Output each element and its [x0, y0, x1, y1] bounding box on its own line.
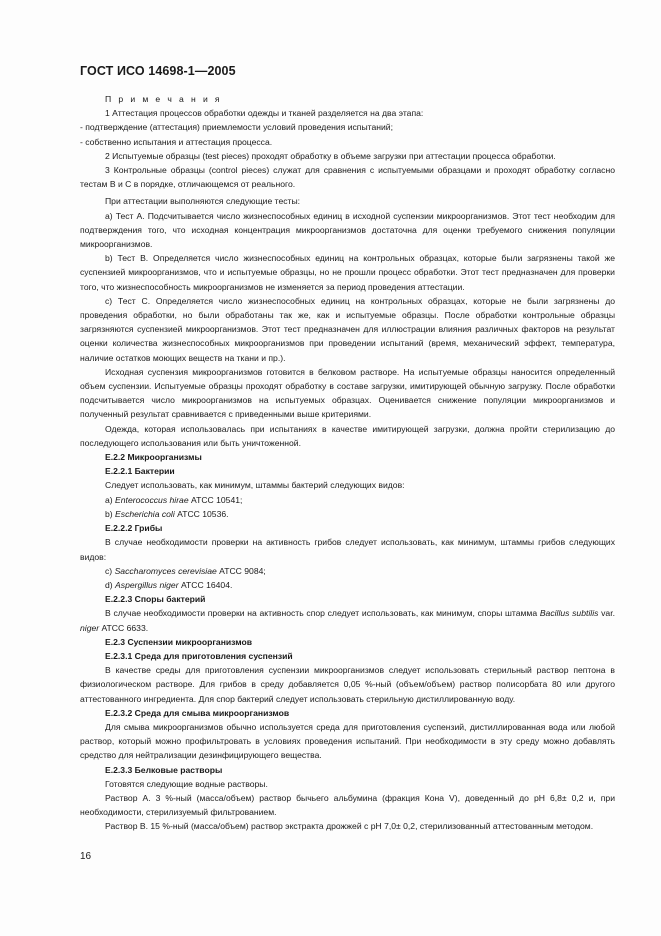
test-b: b) Тест В. Определяется число жизнеспособных единиц на контрольных образцах, которые были загрязнены такой же суспензией микроорганизмов, что и испытуемые образцы, но не прошли процесс обработки. Этот тест предназначен для проверки того, что жизнеспособность микроорганизмов не изменяется за период проведения аттестации. [80, 253, 615, 292]
test-a: а) Тест А. Подсчитывается число жизнеспособных единиц в исходной суспензии микроорганизмов. Этот тест необходим для подтверждения того, что исходная концентрация микроорганизмов достаточна для оценки требуемого снижения популяции микроорганизмов. [80, 210, 615, 250]
section-e223-heading: Е.2.2.3 Споры бактерий [105, 594, 206, 605]
section-e222-text: В случае необходимости проверки на активность грибов следует использовать, как минимум, штаммы грибов следующих видов: [80, 537, 615, 562]
section-e221-text: Следует использовать, как минимум, штаммы бактерий следующих видов: [105, 480, 405, 491]
section-e223-text: В случае необходимости проверки на активность спор следует использовать, как минимум, споры штамма Bacillus subtilis var. niger АТСС 6633. [80, 608, 615, 633]
note-1a: - подтверждение (аттестация) приемлемости условий проведения испытаний; [80, 122, 393, 133]
document-header: ГОСТ ИСО 14698-1—2005 [80, 64, 236, 78]
note-1: 1 Аттестация процессов обработки одежды и тканей разделяется на два этапа: [105, 108, 424, 119]
clothing-paragraph: Одежда, которая использовалась при испытаниях в качестве имитирующей загрузки, должна пройти стерилизацию до последующего использования или быть уничтоженной. [80, 423, 615, 448]
note-3: 3 Контрольные образцы (control pieces) служат для сравнения с испытуемыми образцами и проходят обработку согласно тестам В и С в порядке, отличающемся от реального. [80, 165, 615, 190]
note-1b: - собственно испытания и аттестация процесса. [80, 136, 273, 147]
solution-b: Раствор В. 15 %-ный (масса/объем) раствор экстракта дрожжей с pH 7,0± 0,2, стерилизованный аттестованным методом. [105, 821, 594, 832]
fungi-item-c: с) Saccharomyces cerevisiae АТСС 9084; [105, 565, 266, 576]
section-e231-heading: Е.2.3.1 Среда для приготовления суспензий [105, 650, 293, 661]
note-2: 2 Испытуемые образцы (test pieces) проходят обработку в объеме загрузки при аттестации процесса обработки. [105, 150, 556, 161]
test-c: с) Тест С. Определяется число жизнеспособных единиц на контрольных образцах, которые не были загрязнены до проведения обработки, но были обработаны так же, как и испытуемые образцы. После обработки контрольные образцы загрязняются суспензией микроорганизмов. Этот тест предназначен для иллюстрации влияния различных факторов на результат оценки количества жизнеспособных микроорганизмов при проведении испытаний (время, механический эффект, температура, наличие остатков моющих веществ на ткани и пр.). [80, 295, 615, 363]
document-body [80, 92, 615, 834]
section-e233-text: Готовятся следующие водные растворы. [105, 778, 268, 789]
section-e232-heading: Е.2.3.2 Среда для смыва микроорганизмов [105, 707, 290, 718]
solution-a: Раствор А. 3 %-ный (масса/объем) раствор бычьего альбумина (фракция Кона V), доведенный до pH 6,8± 0,2 и, при необходимости, стерилизуемый фильтрованием. [80, 792, 615, 818]
section-e23-heading: Е.2.3 Суспензии микроорганизмов [105, 636, 252, 647]
section-e22-heading: Е.2.2 Микроорганизмы [105, 452, 202, 463]
section-e222-heading: Е.2.2.2 Грибы [105, 523, 163, 534]
tests-intro: При аттестации выполняются следующие тесты: [105, 196, 301, 207]
bacteria-item-a: а) Enterococcus hirae АТСС 10541; [105, 494, 243, 505]
section-e221-heading: Е.2.2.1 Бактерии [105, 466, 175, 477]
section-e233-heading: Е.2.3.3 Белковые растворы [105, 764, 223, 775]
bacteria-item-b: b) Escherichia coli АТСС 10536. [105, 508, 229, 519]
notes-label: П р и м е ч а н и я [105, 94, 222, 104]
section-e232-text: Для смыва микроорганизмов обычно используется среда для приготовления суспензий, дистиллированная вода или любой раствор, который можно профильтровать в условиях проведения испытаний. При необходимости в эту среду можно добавлять средство для нейтрализации дезинфицирующего вещества. [80, 721, 615, 761]
page-number: 16 [80, 851, 92, 862]
section-e231-text: В качестве среды для приготовления суспензии микроорганизмов следует использовать стерильный раствор пептона в физиологическом растворе. Для грибов в среду добавляется 0,05 %-ный (объем/объем) раствор полисорбата 80 или другого аттестованного ингредиента. Для спор бактерий следует использовать стерильную дистиллированную воду. [80, 665, 615, 704]
fungi-item-d: d) Aspergillus niger АТСС 16404. [105, 579, 233, 590]
suspension-paragraph: Исходная суспензия микроорганизмов готовится в белковом растворе. На испытуемые образцы наносится определенный объем суспензии. Испытуемые образцы проходят обработку в составе загрузки, имитирующей обычную загрузку. После обработки подсчитывается число микроорганизмов на испытуемых образцах. Оценивается снижение популяции микроорганизмов и полученный результат сравнивается с приведенными выше критериями. [80, 366, 615, 420]
